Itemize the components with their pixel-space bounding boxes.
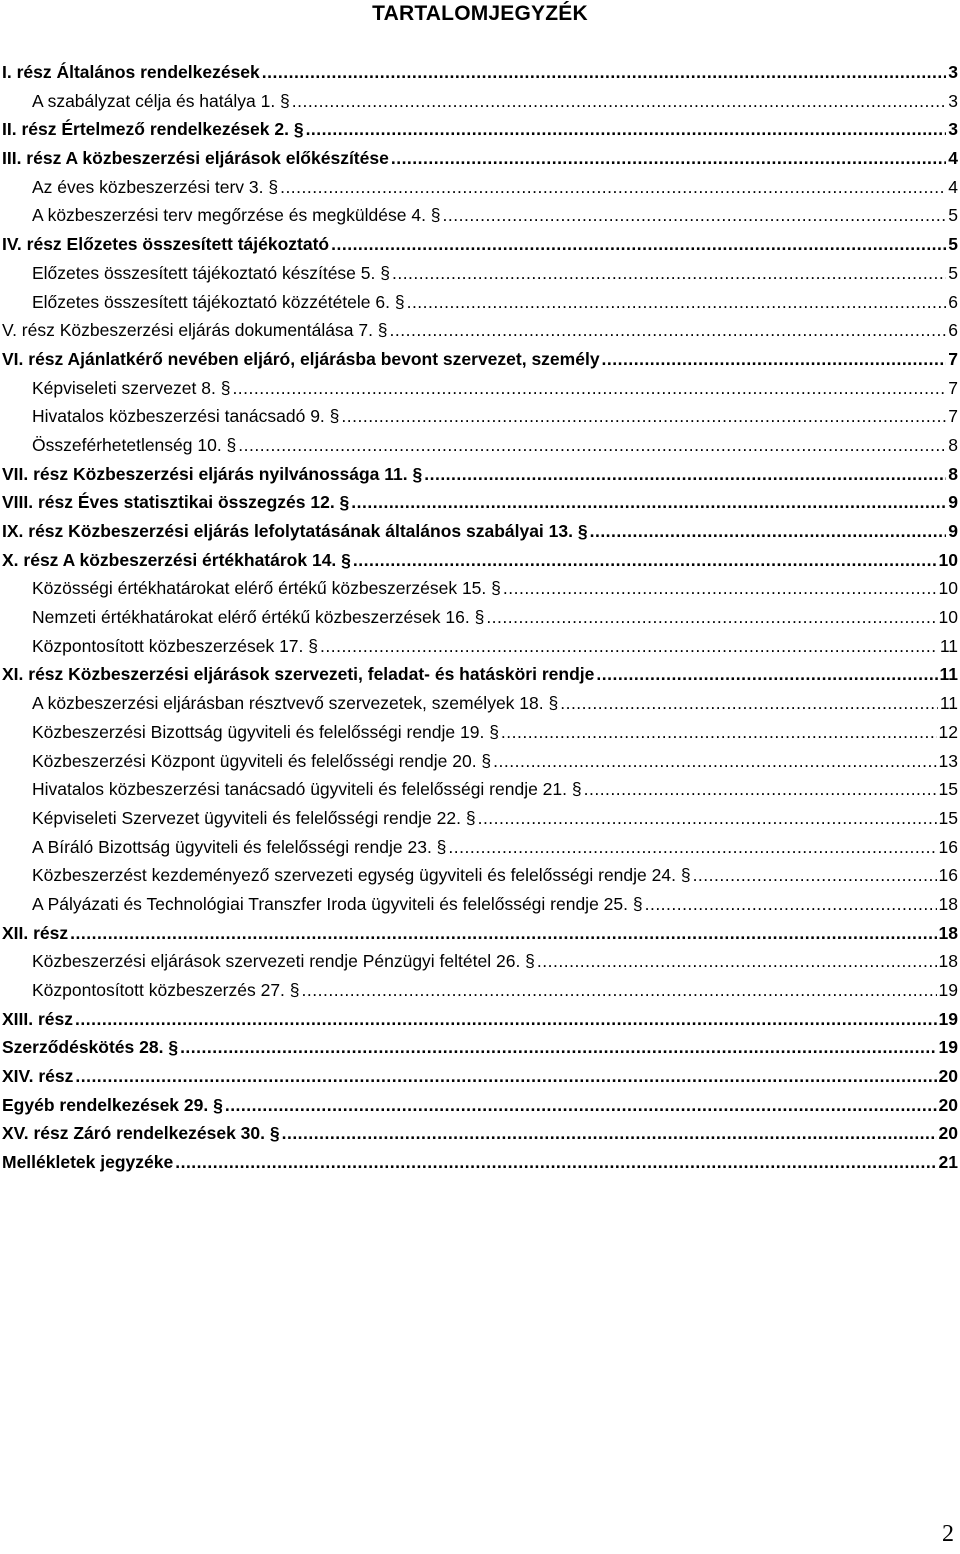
toc-entry[interactable] [2,919,958,948]
toc-entry-title: V. rész Közbeszerzési eljárás dokumentálása 7. § [2,320,388,341]
toc-entry-title: Mellékletek jegyzéke [2,1152,174,1173]
toc-entry-title: XV. rész Záró rendelkezések 30. § [2,1123,280,1144]
toc-entry-page: 20 [938,1123,958,1144]
toc-entry[interactable] [2,718,958,747]
toc-entry-title: A közbeszerzési eljárásban résztvevő szervezetek, személyek 18. § [32,693,559,714]
toc-entry-title: Közösségi értékhatárokat elérő értékű közbeszerzések 15. § [32,578,501,599]
toc-entry-page: 10 [938,607,958,628]
toc-entry[interactable] [2,890,958,919]
toc-entry[interactable] [2,87,958,116]
toc-entry-page: 3 [948,90,958,111]
toc-leader-dots [486,603,936,632]
toc-leader-dots [645,890,937,919]
toc-entry-page: 16 [938,836,958,857]
toc-entry[interactable] [2,861,958,890]
toc-entry-page: 19 [938,980,958,1000]
toc-leader-dots [448,833,936,862]
toc-entry-page: 19 [938,1037,958,1058]
toc-leader-dots [341,402,946,431]
toc-leader-dots [351,488,946,517]
toc-entry-page: 18 [938,951,958,972]
toc-leader-dots [537,947,937,976]
toc-leader-dots [262,58,946,87]
toc-leader-dots [392,259,946,288]
toc-entry-title: A szabályzat célja és hatálya 1. § [32,90,290,111]
toc-leader-dots [331,230,946,259]
toc-entry-page: 12 [938,721,958,742]
toc-entry[interactable] [2,689,958,718]
toc-entry-title: II. rész Értelmező rendelkezések 2. § [2,119,304,140]
toc-leader-dots [75,1062,936,1091]
toc-entry-title: A Pályázati és Technológiai Transzfer Iroda ügyviteli és felelősségi rendje 25. § [32,893,643,914]
toc-entry-title: III. rész A közbeszerzési eljárások előkészítése [2,148,389,169]
toc-entry-title: Központosított közbeszerzés 27. § [32,980,300,1000]
toc-entry[interactable] [2,173,958,202]
toc-entry-title: Összeférhetetlenség 10. § [32,434,237,455]
toc-leader-dots [180,1033,936,1062]
toc-entry-page: 18 [938,922,958,943]
toc-leader-dots [175,1148,936,1177]
toc-entry-title: IV. rész Előzetes összesített tájékoztató [2,234,330,255]
toc-entry-title: Képviseleti szervezet 8. § [32,377,231,398]
toc-entry-title: XII. rész [2,922,69,943]
toc-entry-title: VIII. rész Éves statisztikai összegzés 12. § [2,492,350,513]
toc-entry-page: 13 [938,750,958,771]
toc-entry[interactable] [2,259,958,288]
toc-entry[interactable] [2,316,958,345]
toc-entry-page: 4 [948,148,958,169]
toc-entry-page: 10 [938,578,958,599]
page-number: 2 [942,1521,954,1547]
page-title: TARTALOMJEGYZÉK [372,2,588,25]
toc-leader-dots [292,87,946,116]
toc-leader-dots [560,689,938,718]
toc-entry-page: 11 [939,664,958,685]
toc-entry-page: 15 [938,807,958,828]
toc-leader-dots [280,173,946,202]
toc-leader-dots [390,316,947,345]
toc-entry-title: XIII. rész [2,1008,74,1029]
toc-entry-title: Az éves közbeszerzési terv 3. § [32,176,279,197]
toc-leader-dots [407,288,947,317]
toc-entry[interactable] [2,345,958,374]
toc-leader-dots [503,574,937,603]
toc-entry-title: Közbeszerzési Bizottság ügyviteli és felelősségi rendje 19. § [32,721,499,742]
toc-entry[interactable] [2,1005,958,1034]
toc-entry-page: 5 [948,205,958,226]
toc-entry-title: VI. rész Ajánlatkérő nevében eljáró, eljárásba bevont szervezet, személy [2,348,600,369]
toc-entry-title: XIV. rész [2,1066,74,1087]
toc-entry[interactable] [2,1062,958,1091]
toc-entry[interactable] [2,230,958,259]
toc-leader-dots [302,976,937,1005]
toc-entry[interactable] [2,58,958,87]
toc-entry[interactable] [2,660,958,689]
toc-entry[interactable] [2,1033,958,1062]
toc-entry[interactable] [2,431,958,460]
toc-leader-dots [238,431,946,460]
toc-entry-page: 7 [948,377,958,398]
toc-entry[interactable] [2,632,958,661]
toc-entry[interactable] [2,775,958,804]
toc-leader-dots [424,460,946,489]
toc-entry[interactable] [2,460,958,489]
toc-entry[interactable] [2,115,958,144]
toc-entry[interactable] [2,546,958,575]
toc-entry-page: 6 [948,291,958,312]
toc-entry[interactable] [2,804,958,833]
toc-entry-page: 4 [948,176,958,197]
toc-leader-dots [306,115,947,144]
toc-leader-dots [75,1005,937,1034]
toc-leader-dots [391,144,946,173]
toc-entry[interactable] [2,201,958,230]
toc-leader-dots [590,517,947,546]
toc-entry-page: 3 [948,62,958,82]
toc-leader-dots [584,775,937,804]
toc-entry[interactable] [2,603,958,632]
toc-entry-page: 15 [938,779,958,800]
toc-leader-dots [320,632,938,661]
toc-entry-page: 20 [938,1094,958,1115]
toc-entry-title: Központosított közbeszerzések 17. § [32,635,318,656]
toc-entry[interactable] [2,488,958,517]
toc-entry-title: VII. rész Közbeszerzési eljárás nyilvánossága 11. § [2,463,423,484]
toc-entry[interactable] [2,374,958,403]
toc-entry-title: Szerződéskötés 28. § [2,1037,179,1058]
toc-entry-title: I. rész Általános rendelkezések [2,62,260,82]
toc-entry-page: 9 [948,521,958,541]
toc-entry-page: 19 [938,1008,958,1029]
toc-entry[interactable] [2,574,958,603]
toc-leader-dots [493,747,936,776]
toc-entry-title: A közbeszerzési terv megőrzése és megküldése 4. § [32,205,441,226]
toc-list [2,58,958,1177]
toc-entry-page: 8 [948,434,958,455]
toc-entry[interactable] [2,1091,958,1120]
toc-entry-title: Hivatalos közbeszerzési tanácsadó ügyviteli és felelősségi rendje 21. § [32,779,582,800]
toc-entry-title: Közbeszerzési Központ ügyviteli és felelősségi rendje 20. § [32,750,492,771]
toc-entry-title: A Bíráló Bizottság ügyviteli és felelősségi rendje 23. § [32,836,447,857]
toc-entry-title: Előzetes összesített tájékoztató közzététele 6. § [32,291,405,312]
toc-entry[interactable] [2,833,958,862]
toc-entry-title: IX. rész Közbeszerzési eljárás lefolytatásának általános szabályai 13. § [2,521,588,541]
toc-entry-title: Előzetes összesített tájékoztató készítése 5. § [32,262,390,283]
toc-entry-page: 20 [938,1066,958,1087]
toc-leader-dots [501,718,937,747]
toc-leader-dots [602,345,947,374]
toc-entry[interactable] [2,517,958,546]
toc-entry-page: 16 [938,865,958,886]
toc-entry[interactable] [2,1119,958,1148]
toc-entry-page: 8 [948,463,958,484]
toc-entry-page: 7 [948,348,958,369]
toc-entry[interactable] [2,947,958,976]
toc-entry-title: Hivatalos közbeszerzési tanácsadó 9. § [32,406,340,427]
toc-entry-page: 9 [948,492,958,513]
toc-entry-title: Közbeszerzést kezdeményező szervezeti egység ügyviteli és felelősségi rendje 24. § [32,865,691,886]
toc-entry[interactable] [2,1148,958,1177]
toc-entry-page: 11 [939,693,958,714]
toc-leader-dots [443,201,947,230]
toc-leader-dots [596,660,937,689]
toc-leader-dots [693,861,937,890]
toc-entry-page: 5 [948,262,958,283]
toc-entry-page: 10 [938,549,958,570]
toc-entry[interactable] [2,288,958,317]
toc-entry-title: XI. rész Közbeszerzési eljárások szervezeti, feladat- és hatásköri rendje [2,664,595,685]
toc-entry-page: 3 [948,119,958,140]
toc-entry-page: 6 [948,320,958,341]
toc-entry-title: Képviseleti Szervezet ügyviteli és felelősségi rendje 22. § [32,807,476,828]
toc-entry[interactable] [2,976,958,1005]
toc-leader-dots [70,919,936,948]
toc-leader-dots [282,1119,937,1148]
toc-entry-page: 11 [939,635,958,656]
toc-leader-dots [225,1091,937,1120]
toc-leader-dots [478,804,937,833]
toc-entry-page: 18 [938,893,958,914]
toc-entry[interactable] [2,402,958,431]
toc-leader-dots [232,374,946,403]
toc-entry[interactable] [2,144,958,173]
toc-entry-page: 5 [948,234,958,255]
toc-entry-title: Nemzeti értékhatárokat elérő értékű közbeszerzések 16. § [32,607,485,628]
toc-entry-title: Közbeszerzési eljárások szervezeti rendje Pénzügyi feltétel 26. § [32,951,535,972]
toc-entry-title: Egyéb rendelkezések 29. § [2,1094,223,1115]
toc-entry-title: X. rész A közbeszerzési értékhatárok 14. § [2,549,351,570]
toc-entry-page: 7 [948,406,958,427]
toc-leader-dots [353,546,937,575]
toc-entry-page: 21 [938,1152,958,1173]
toc-entry[interactable] [2,747,958,776]
